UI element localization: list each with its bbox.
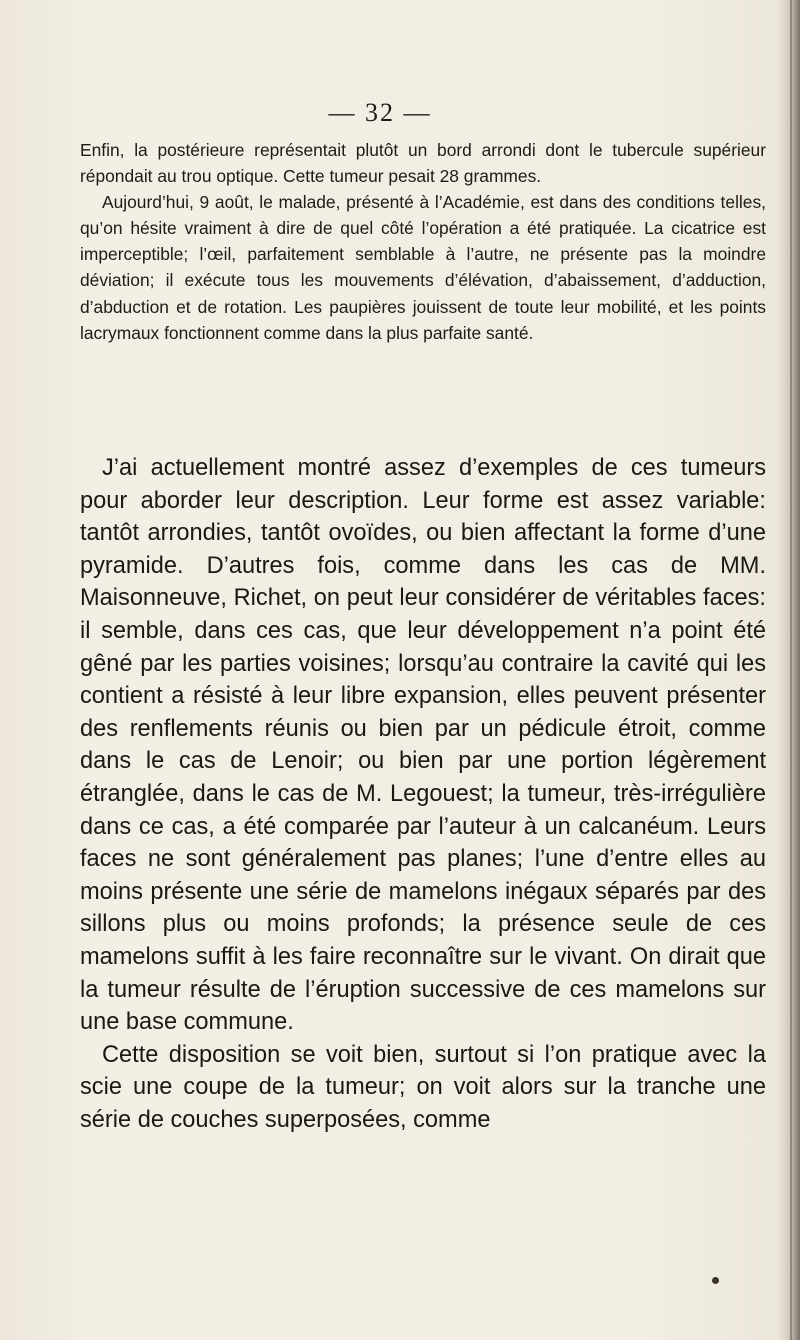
paragraph: Enfin, la postérieure représentait plutôt un bord arrondi dont le tubercule supérieur répondait au trou optique. Cette tumeur pesait 28 grammes.: [80, 140, 766, 187]
page-number: — 32 —: [328, 98, 432, 127]
paragraph: Aujourd’hui, 9 août, le malade, présenté à l’Académie, est dans des conditions telles, qu’on hésite vraiment à dire de quel côté l’opération a été pratiquée. La cicatrice est imperceptible; l’œil, parfaitement semblable à l’autre, ne présente pas la moindre déviation; il exécute tous les mouvements d’élévation, d’abaissement, d’adduction, d’abduction et de rotation. Les paupières jouissent de toute leur mobilité, et les points lacrymaux fonctionnent comme dans la plus parfaite santé.: [80, 192, 766, 343]
paragraph: J’ai actuellement montré assez d’exemples de ces tumeurs pour aborder leur description. Leur forme est assez variable: tantôt arrondies, tantôt ovoïdes, ou bien affectant la forme d’une pyramide. D’autres fois, comme dans les cas de MM. Maisonneuve, Richet, on peut leur considérer de véritables faces: il semble, dans ces cas, que leur développement n’a point été gêné par les parties voisines; lorsqu’au contraire la cavité qui les contient a résisté à leur libre expansion, elles peuvent présenter des renflements réunis ou bien par un pédicule étroit, comme dans le cas de Lenoir; ou bien par une portion légèrement étranglée, dans le cas de M. Legouest; la tumeur, très-irrégulière dans ce cas, a été comparée par l’auteur à un calcanéum. Leurs faces ne sont généralement pas planes; l’une d’entre elles au moins présente une série de mamelons inégaux séparés par des sillons plus ou moins profonds; la présence seule de ces mamelons suffit à les faire reconnaître sur le vivant. On dirait que la tumeur résulte de l’éruption successive de ces mamelons sur une base commune.: [80, 455, 766, 1036]
small-print-section: [80, 137, 766, 346]
main-text-section: [80, 452, 766, 1136]
page-edge-shadow: [778, 0, 800, 1340]
page-edge-line: [790, 0, 792, 1340]
ink-speck: [712, 1277, 719, 1284]
paragraph: Cette disposition se voit bien, surtout si l’on pratique avec la scie une coupe de la tumeur; on voit alors sur la tranche une série de couches superposées, comme: [80, 1041, 766, 1133]
